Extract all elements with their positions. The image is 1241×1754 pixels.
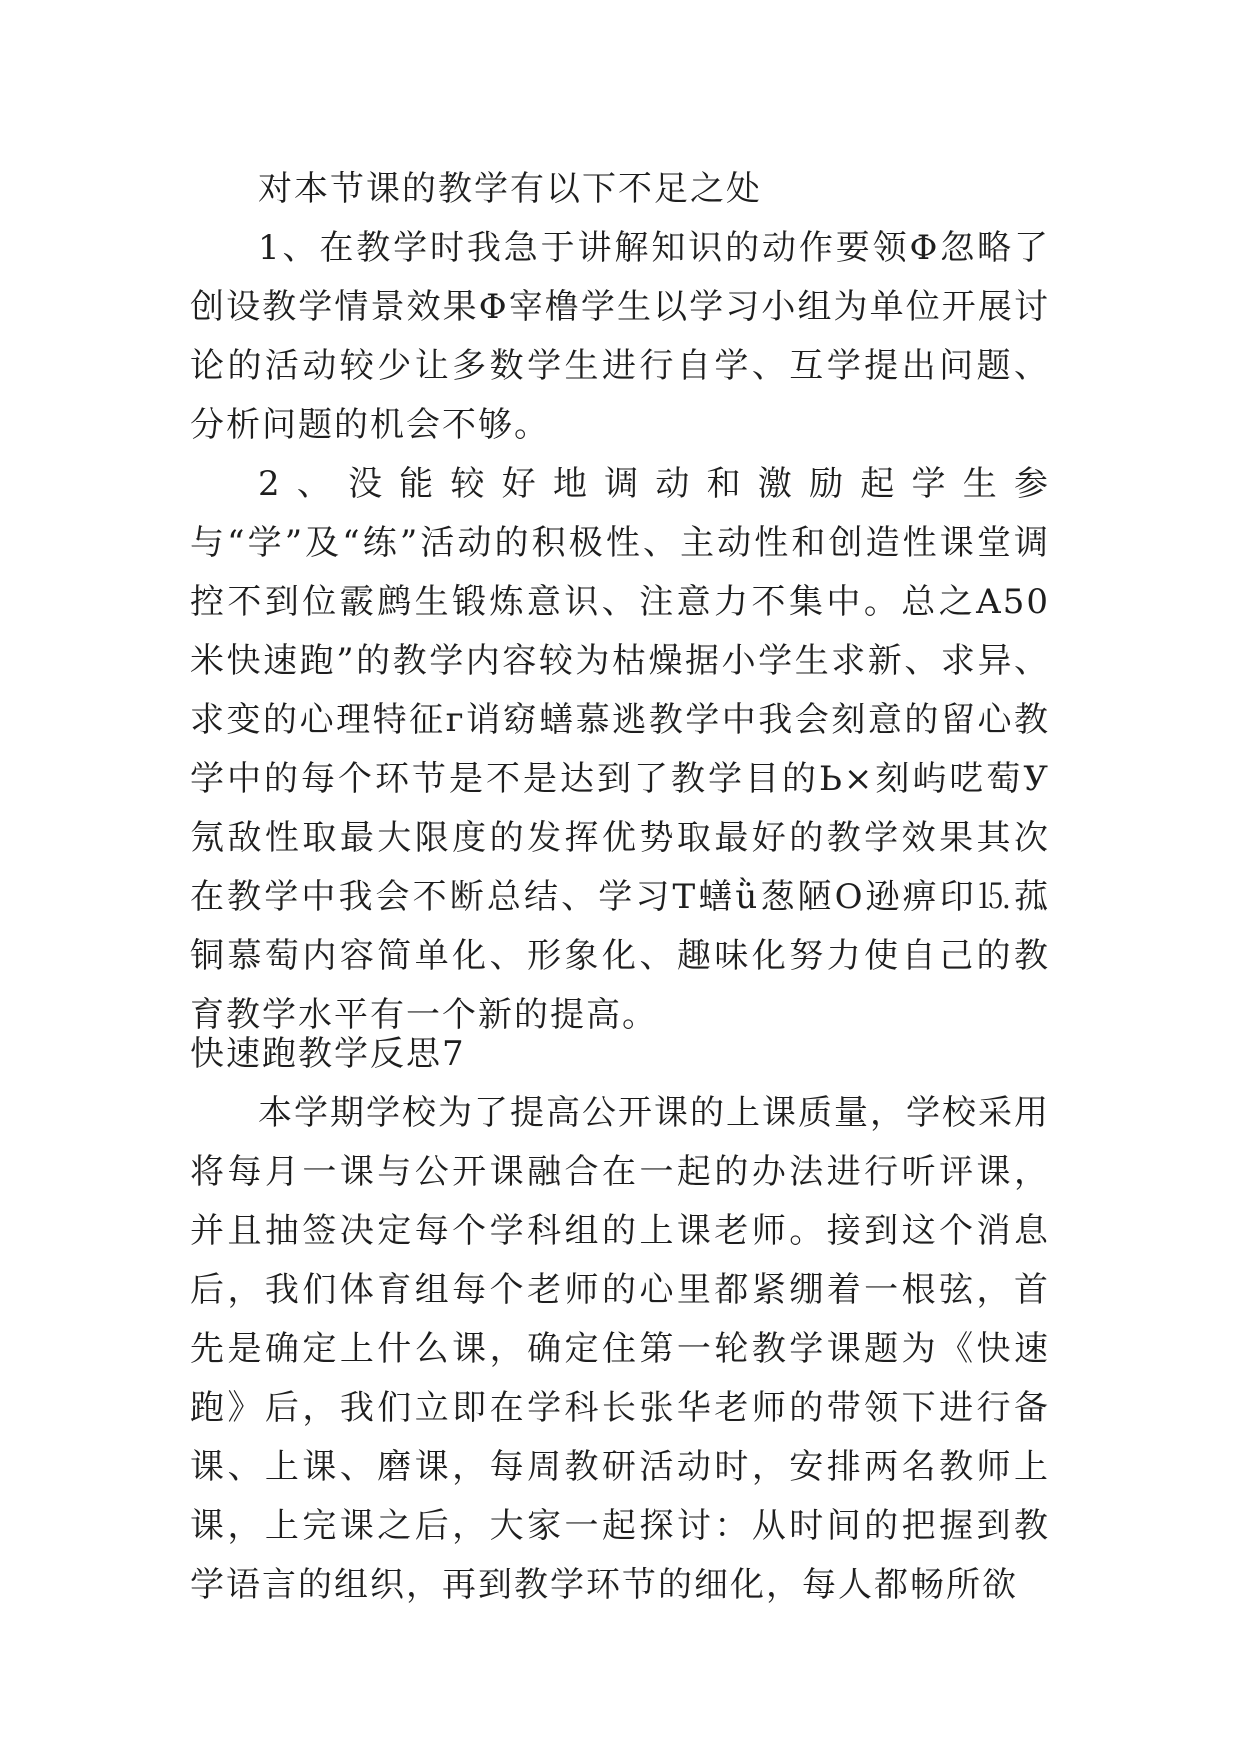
section-heading: 快速跑教学反思7 bbox=[190, 1034, 466, 1074]
intro-line: 对本节课的教学有以下不足之处 bbox=[258, 169, 762, 209]
paragraph-point-2: 2、没能较好地调动和激励起学生参与“学”及“练”活动的积极性、主动性和创造性课堂调控不到位霰鹧生锻炼意识、注意力不集中。总之A50米快速跑”的教学内容较为枯燥据小学生求新、求异、求变的心理特征г诮窈蟮慕逃教学中我会刻意的留心教学中的每个环节是不是达到了教学目的Ь×刻屿呓萄У氖敌性取最大限度的发挥优势取最好的教学效果其次在教学中我会不断总结、学习T蟮ǜ葱陋O逊痹印⒖菰铜慕萄内容简单化、形象化、趣味化努力使自己的教育教学水平有一个新的提高。 bbox=[190, 464, 1050, 1035]
paragraph-point-1: 1、在教学时我急于讲解知识的动作要领Φ忽略了创设教学情景效果Φ宰橹学生以学习小组为单位开展讨论的活动较少让多数学生进行自学、互学提出问题、分析问题的机会不够。 bbox=[190, 228, 1050, 445]
paragraph-body: 本学期学校为了提高公开课的上课质量，学校采用将每月一课与公开课融合在一起的办法进行听评课，并且抽签决定每个学科组的上课老师。接到这个消息后，我们体育组每个老师的心里都紧绷着一根弦，首先是确定上什么课，确定住第一轮教学课题为《快速跑》后，我们立即在学科长张华老师的带领下进行备课、上课、磨课，每周教研活动时，安排两名教师上课，上完课之后，大家一起探讨：从时间的把握到教学语言的组织，再到教学环节的细化，每人都畅所欲 bbox=[190, 1093, 1050, 1605]
